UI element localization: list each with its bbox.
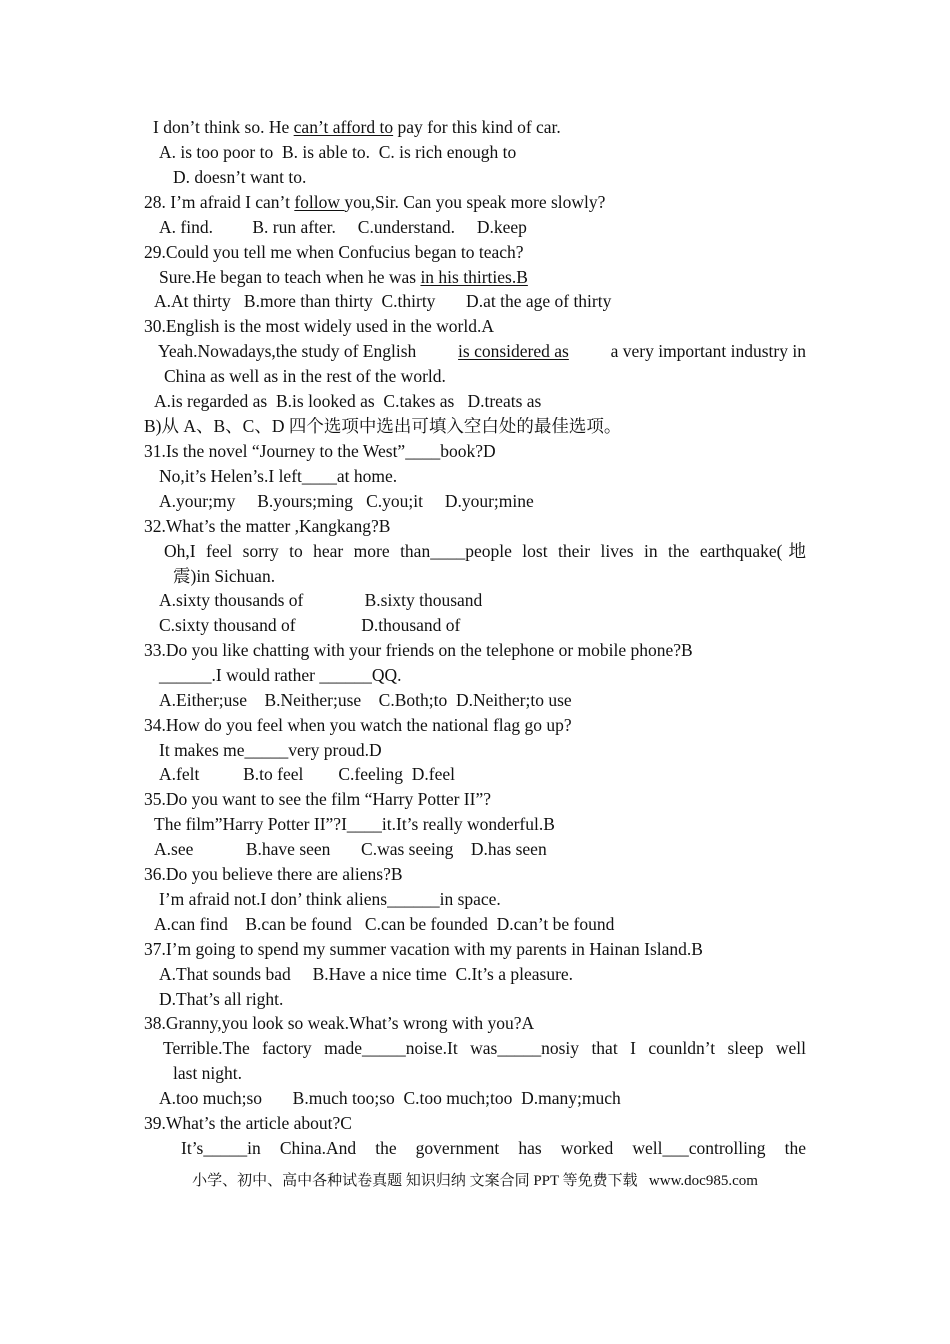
q27-answer-line: I don’t think so. He can’t afford to pay for this kind of car. — [153, 117, 561, 137]
section-b-heading: B)从 A、B、C、D 四个选项中选出可填入空白处的最佳选项。 — [144, 416, 622, 436]
page-footer: 小学、初中、高中各种试卷真题 知识归纳 文案合同 PPT 等免费下载 www.doc985.com — [192, 1173, 758, 1189]
q33-stem: 33.Do you like chatting with your friends on the telephone or mobile phone?B — [144, 640, 693, 660]
q35-reply: The film”Harry Potter II”?I____it.It’s really wonderful.B — [154, 814, 555, 834]
q31-stem: 31.Is the novel “Journey to the West”____book?D — [144, 441, 496, 461]
q35-stem: 35.Do you want to see the film “Harry Potter II”? — [144, 789, 491, 809]
underlined-phrase: can’t afford to — [293, 117, 394, 137]
q30-reply-2: China as well as in the rest of the world. — [164, 366, 446, 386]
q36-reply: I’m afraid not.I don’ think aliens______in space. — [159, 889, 501, 909]
q28-options: A. find. B. run after. C.understand. D.keep — [159, 217, 527, 237]
q32-options-2: C.sixty thousand of D.thousand of — [159, 615, 461, 635]
q38-reply-1: Terrible.The factory made_____noise.It was_____nosiy that I counldn’t sleep well — [163, 1038, 806, 1058]
q27-options-1: A. is too poor to B. is able to. C. is rich enough to — [159, 142, 517, 162]
q32-options-1: A.sixty thousands of B.sixty thousand — [159, 590, 483, 610]
q31-options: A.your;my B.yours;ming C.you;it D.your;mine — [159, 491, 534, 511]
q30-reply-1: Yeah.Nowadays,the study of English is considered as a very important industry in — [158, 339, 806, 364]
q33-options: A.Either;use B.Neither;use C.Both;to D.Neither;to use — [159, 690, 572, 710]
q29-options: A.At thirty B.more than thirty C.thirty D.at the age of thirty — [154, 291, 612, 311]
q27-options-2: D. doesn’t want to. — [173, 167, 307, 187]
q35-options: A.see B.have seen C.was seeing D.has seen — [154, 839, 547, 859]
q34-options: A.felt B.to feel C.feeling D.feel — [159, 764, 455, 784]
q31-reply: No,it’s Helen’s.I left____at home. — [159, 466, 398, 486]
q29-stem: 29.Could you tell me when Confucius began to teach? — [144, 242, 524, 262]
q38-options: A.too much;so B.much too;so C.too much;too D.many;much — [159, 1088, 621, 1108]
q39-stem: 39.What’s the article about?C — [144, 1113, 352, 1133]
q38-reply-2: last night. — [173, 1063, 243, 1083]
q32-stem: 32.What’s the matter ,Kangkang?B — [144, 516, 391, 536]
underlined-phrase: in his thirties.B — [420, 267, 528, 287]
q32-reply-2: 震)in Sichuan. — [173, 566, 276, 586]
q39-reply-1: It’s_____in China.And the government has worked well___controlling the — [181, 1138, 806, 1158]
q30-stem: 30.English is the most widely used in the world.A — [144, 316, 494, 336]
q37-options-1: A.That sounds bad B.Have a nice time C.It’s a pleasure. — [159, 964, 574, 984]
underlined-phrase: is considered as — [458, 341, 569, 361]
q29-reply: Sure.He began to teach when he was in his thirties.B — [159, 267, 528, 287]
q33-reply: ______.I would rather ______QQ. — [159, 665, 402, 685]
q36-options: A.can find B.can be found C.can be founded D.can’t be found — [154, 914, 615, 934]
q37-options-2: D.That’s all right. — [159, 989, 284, 1009]
underlined-phrase: follow — [294, 192, 345, 212]
q28-stem: 28. I’m afraid I can’t follow you,Sir. Can you speak more slowly? — [144, 192, 606, 212]
q36-stem: 36.Do you believe there are aliens?B — [144, 864, 403, 884]
q32-reply-1: Oh,I feel sorry to hear more than____people lost their lives in the earthquake(地 — [164, 541, 806, 561]
q34-reply: It makes me_____very proud.D — [159, 740, 382, 760]
q30-options: A.is regarded as B.is looked as C.takes as D.treats as — [154, 391, 542, 411]
q38-stem: 38.Granny,you look so weak.What’s wrong with you?A — [144, 1013, 535, 1033]
q37-stem: 37.I’m going to spend my summer vacation with my parents in Hainan Island.B — [144, 939, 703, 959]
q34-stem: 34.How do you feel when you watch the national flag go up? — [144, 715, 572, 735]
